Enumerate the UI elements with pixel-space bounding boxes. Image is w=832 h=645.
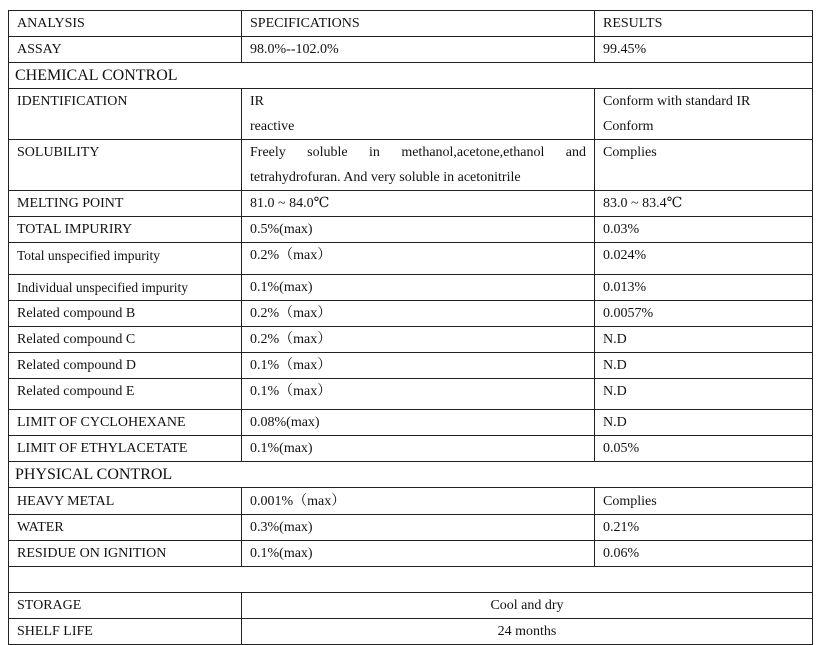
solubility-row xyxy=(9,140,813,191)
total-impurity-label: TOTAL IMPURIRY xyxy=(9,217,242,243)
residue-row xyxy=(9,541,813,567)
shelf-life-value: 24 months xyxy=(242,619,813,645)
solubility-label: SOLUBILITY xyxy=(9,140,242,191)
cyclohexane-row xyxy=(9,410,813,436)
related-e-spec: 0.1%（max） xyxy=(242,379,595,410)
cyclohexane-label: LIMIT OF CYCLOHEXANE xyxy=(9,410,242,436)
shelf-life-label: SHELF LIFE xyxy=(9,619,242,645)
header-row xyxy=(9,11,813,37)
total-impurity-row xyxy=(9,217,813,243)
identification-result xyxy=(595,89,813,140)
section-row xyxy=(9,462,813,488)
assay-label: ASSAY xyxy=(9,37,242,63)
melting-point-row xyxy=(9,191,813,217)
individual-unspecified-row xyxy=(9,275,813,301)
water-label: WATER xyxy=(9,515,242,541)
residue-result: 0.06% xyxy=(595,541,813,567)
related-d-label: Related compound D xyxy=(9,353,242,379)
ethylacetate-result: 0.05% xyxy=(595,436,813,462)
header-analysis: ANALYSIS xyxy=(9,11,242,37)
ethylacetate-spec: 0.1%(max) xyxy=(242,436,595,462)
identification-row xyxy=(9,89,813,140)
identification-spec-line: IR xyxy=(250,94,264,109)
heavy-metal-label: HEAVY METAL xyxy=(9,488,242,515)
solubility-result: Complies xyxy=(595,140,813,191)
cyclohexane-spec: 0.08%(max) xyxy=(242,410,595,436)
total-impurity-spec: 0.5%(max) xyxy=(242,217,595,243)
related-d-spec: 0.1%（max） xyxy=(242,353,595,379)
total-unspecified-label: Total unspecified impurity xyxy=(9,243,242,275)
assay-result: 99.45% xyxy=(595,37,813,63)
residue-spec: 0.1%(max) xyxy=(242,541,595,567)
identification-spec xyxy=(242,89,595,140)
header-specifications: SPECIFICATIONS xyxy=(242,11,595,37)
melting-point-spec: 81.0 ~ 84.0℃ xyxy=(242,191,595,217)
identification-result-line: Conform xyxy=(603,119,654,134)
related-d-row xyxy=(9,353,813,379)
related-b-spec: 0.2%（max） xyxy=(242,301,595,327)
heavy-metal-result: Complies xyxy=(595,488,813,515)
melting-point-label: MELTING POINT xyxy=(9,191,242,217)
certificate-of-analysis-table xyxy=(8,10,813,645)
identification-label: IDENTIFICATION xyxy=(9,89,242,140)
cyclohexane-result: N.D xyxy=(595,410,813,436)
storage-value: Cool and dry xyxy=(242,593,813,619)
water-spec: 0.3%(max) xyxy=(242,515,595,541)
individual-unspecified-spec: 0.1%(max) xyxy=(242,275,595,301)
total-unspecified-result: 0.024% xyxy=(595,243,813,275)
solubility-spec: Freely soluble in methanol,acetone,ethanol and tetrahydrofuran. And very soluble in acetonitrile xyxy=(242,140,595,191)
related-c-spec: 0.2%（max） xyxy=(242,327,595,353)
individual-unspecified-label: Individual unspecified impurity xyxy=(9,275,242,301)
physical-control-heading: PHYSICAL CONTROL xyxy=(9,462,813,488)
related-e-row xyxy=(9,379,813,410)
header-results: RESULTS xyxy=(595,11,813,37)
heavy-metal-row xyxy=(9,488,813,515)
water-row xyxy=(9,515,813,541)
section-row xyxy=(9,63,813,89)
related-b-row xyxy=(9,301,813,327)
related-c-result: N.D xyxy=(595,327,813,353)
storage-label: STORAGE xyxy=(9,593,242,619)
residue-label: RESIDUE ON IGNITION xyxy=(9,541,242,567)
ethylacetate-row xyxy=(9,436,813,462)
related-c-label: Related compound C xyxy=(9,327,242,353)
assay-spec: 98.0%--102.0% xyxy=(242,37,595,63)
total-unspecified-row xyxy=(9,243,813,275)
ethylacetate-label: LIMIT OF ETHYLACETATE xyxy=(9,436,242,462)
spacer-cell xyxy=(9,567,813,593)
identification-result-line: Conform with standard IR xyxy=(603,94,751,109)
related-e-label: Related compound E xyxy=(9,379,242,410)
chemical-control-heading: CHEMICAL CONTROL xyxy=(9,63,813,89)
shelf-life-row xyxy=(9,619,813,645)
identification-spec-line: reactive xyxy=(250,119,295,134)
individual-unspecified-result: 0.013% xyxy=(595,275,813,301)
water-result: 0.21% xyxy=(595,515,813,541)
total-impurity-result: 0.03% xyxy=(595,217,813,243)
total-unspecified-spec: 0.2%（max） xyxy=(242,243,595,275)
assay-row xyxy=(9,37,813,63)
melting-point-result: 83.0 ~ 83.4℃ xyxy=(595,191,813,217)
related-b-result: 0.0057% xyxy=(595,301,813,327)
spacer-row xyxy=(9,567,813,593)
related-c-row xyxy=(9,327,813,353)
related-e-result: N.D xyxy=(595,379,813,410)
heavy-metal-spec: 0.001%（max） xyxy=(242,488,595,515)
related-b-label: Related compound B xyxy=(9,301,242,327)
storage-row xyxy=(9,593,813,619)
related-d-result: N.D xyxy=(595,353,813,379)
